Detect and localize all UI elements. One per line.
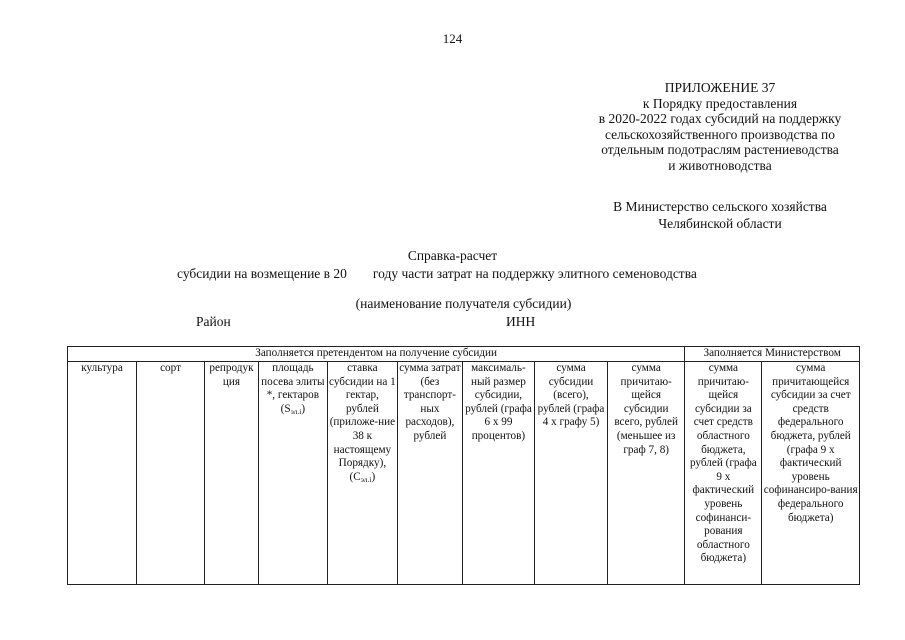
appendix-line: сельскохозяйственного производства по xyxy=(604,126,835,142)
appendix-line: к Порядку предоставления xyxy=(642,95,798,111)
document-subtitle xyxy=(177,266,697,282)
group-header-ministry: Заполняется Министерством xyxy=(685,347,860,362)
col-header-variety: сорт xyxy=(137,362,205,585)
col-header-area xyxy=(258,362,327,585)
district-label: Район xyxy=(196,314,231,329)
col-header-rate-text: ставка субсидии на 1 гектар, рублей (приложе-ние 38 к настоящему Порядку), (С xyxy=(329,362,396,483)
subtitle-after: году части затрат на поддержку элитного семеноводства xyxy=(372,266,697,281)
recipient-label: (наименование получателя субсидии) xyxy=(355,296,572,311)
appendix-line: в 2020-2022 годах субсидий на поддержку xyxy=(598,111,842,126)
col-header-due-total: сумма причитаю-щейся субсидии всего, рублей (меньшее из граф 7, 8) xyxy=(608,362,685,585)
col-header-rate xyxy=(327,362,397,585)
page-number: 124 xyxy=(442,31,463,46)
appendix-header xyxy=(560,80,880,173)
col-header-costs: сумма затрат (без транспорт-ных расходов), рублей xyxy=(397,362,462,585)
col-header-rate-end: ) xyxy=(371,470,376,483)
col-header-rate-sub: эл.i xyxy=(360,474,372,484)
appendix-line: ПРИЛОЖЕНИЕ 37 xyxy=(664,80,776,95)
col-header-subsidy-total: сумма субсидии (всего), рублей (графа 4 х графу 5) xyxy=(534,362,607,585)
col-header-area-sub: эл.i xyxy=(290,406,302,416)
col-header-due-regional: сумма причитаю-щейся субсидии за счет средств областного бюджета, рублей (графа 9 х фактический уровень софинанси-рования областного бюджета) xyxy=(685,362,762,585)
group-header-applicant: Заполняется претендентом на получение субсидии xyxy=(68,347,685,362)
subtitle-before: субсидии на возмещение в 20 xyxy=(177,266,347,281)
col-header-area-end: ) xyxy=(301,402,306,415)
document-title: Справка-расчет xyxy=(407,248,498,263)
col-header-reproduction: репродук ция xyxy=(205,362,259,585)
addressee-line: В Министерство сельского хозяйства xyxy=(613,199,827,214)
col-header-culture: культура xyxy=(68,362,137,585)
col-header-area-text: площадь посева элиты *, гектаров (S xyxy=(261,362,325,415)
inn-label: ИНН xyxy=(506,314,536,329)
calculation-table xyxy=(67,346,860,585)
addressee-line: Челябинской области xyxy=(658,216,782,231)
col-header-due-federal: сумма причитающейся субсидии за счет средств федерального бюджета, рублей (графа 9 х фактический уровень софинансиро-вания федерального бюджета) xyxy=(762,362,860,585)
appendix-line: и животноводства xyxy=(668,157,772,173)
col-header-max-subsidy: максималь-ный размер субсидии, рублей (графа 6 х 99 процентов) xyxy=(462,362,534,585)
appendix-line: отдельным подотраслям растениеводства xyxy=(601,142,839,157)
addressee xyxy=(560,198,880,232)
